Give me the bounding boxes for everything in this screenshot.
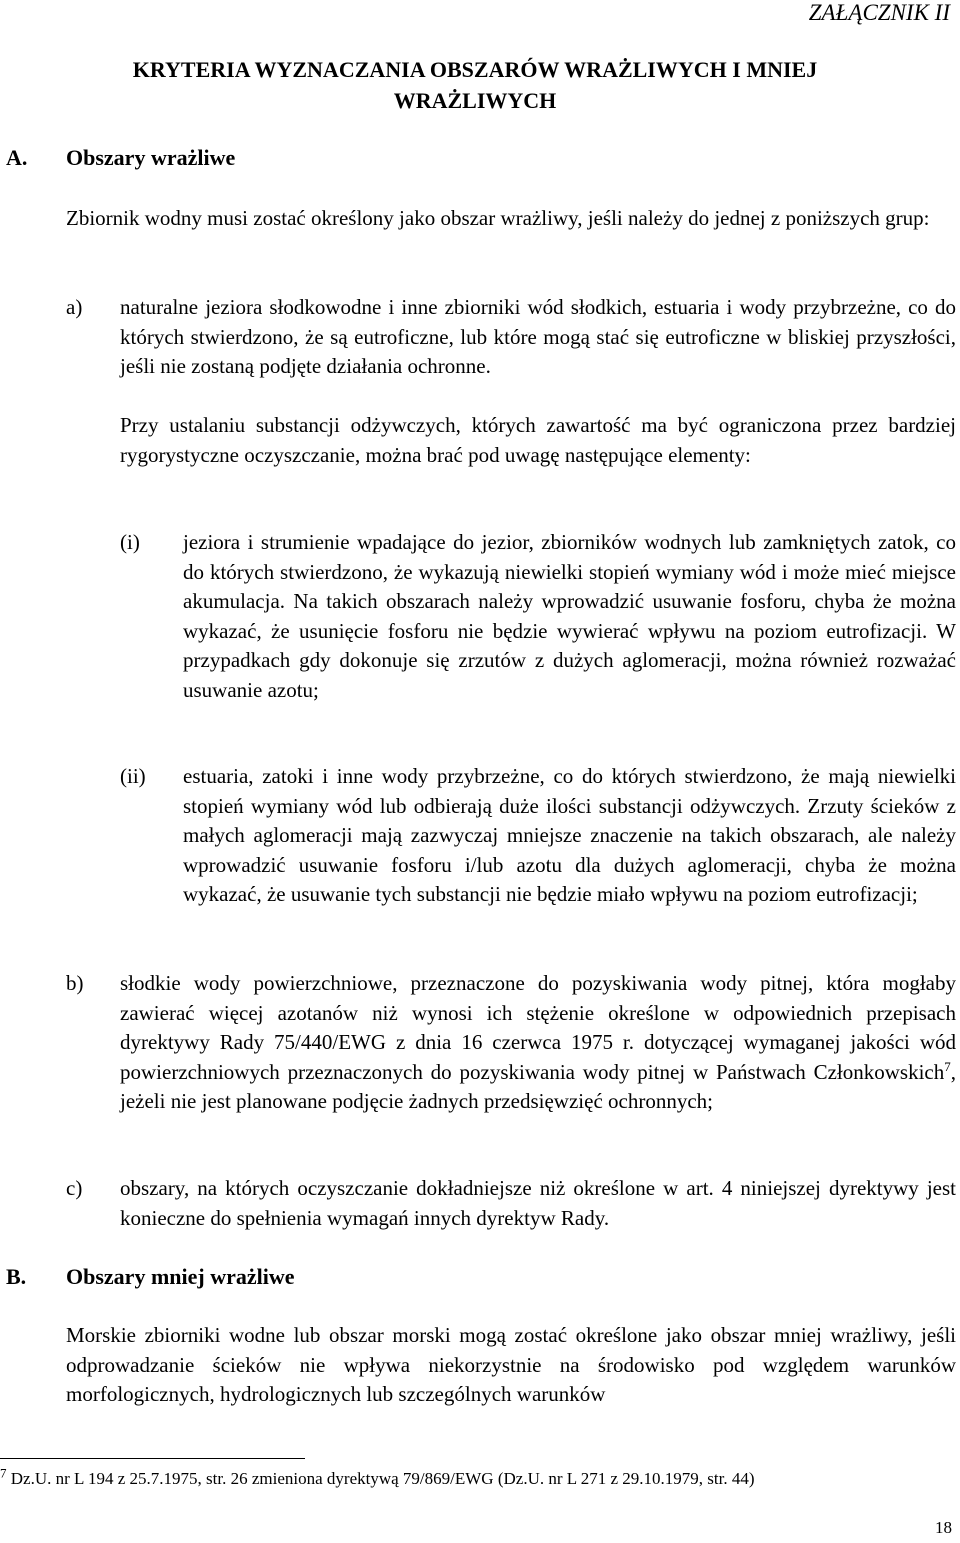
item-b-text-after: , jeżeli nie jest planowane podjęcie żadnych przedsięwzięć ochronnych; (120, 1059, 956, 1113)
section-b-title: Obszary mniej wrażliwe (66, 1264, 295, 1289)
annex-label: ZAŁĄCZNIK II (808, 0, 950, 25)
page-number: 18 (935, 1518, 952, 1537)
section-a-intro: Zbiornik wodny musi zostać określony jako obszar wrażliwy, jeśli należy do jednej z poniższych grup: (66, 206, 930, 230)
item-a-sub-intro: Przy ustalaniu substancji odżywczych, których zawartość ma być ograniczona przez bardziej rygorystyczne oczyszczanie, można brać pod uwagę następujące elementy: (120, 413, 956, 467)
item-c-text: obszary, na których oczyszczanie dokładniejsze niż określone w art. 4 niniejszej dyrektywy jest konieczne do spełnienia wymagań innych dyrektyw Rady. (120, 1176, 956, 1230)
item-b-text-before: słodkie wody powierzchniowe, przeznaczone do pozyskiwania wody pitnej, która mogłaby zawierać więcej azotanów niż wynosi ich stężenie określone w odpowiednich przepisach dyrektywy Rady 75/440/EWG z dnia 16 czerwca 1975 r. dotyczącej wymaganej jakości wód powierzchniowych przeznaczonych do pozyskiwania wody pitnej w Państwach Członkowskich (120, 971, 956, 1084)
title-line-1: KRYTERIA WYZNACZANIA OBSZARÓW WRAŻLIWYCH I MNIEJ (132, 57, 818, 82)
sub-i-marker: (i) (120, 530, 140, 554)
title-line-2: WRAŻLIWYCH (393, 88, 557, 113)
item-b-marker: b) (66, 971, 84, 995)
item-b-text (120, 969, 956, 1117)
document-title (60, 54, 890, 116)
item-a-marker: a) (66, 295, 83, 319)
footnote-ref: 7 (944, 1058, 951, 1074)
section-b-letter: B. (6, 1264, 27, 1289)
item-c-marker: c) (66, 1176, 83, 1200)
item-a-text: naturalne jeziora słodkowodne i inne zbiorniki wód słodkich, estuaria i wody przybrzeżne, co do których stwierdzono, że są eutroficzne, lub które mogą stać się eutroficzne w bliskiej przyszłości, jeśli nie zostaną podjęte działania ochronne. (120, 295, 956, 378)
section-b-text: Morskie zbiorniki wodne lub obszar morski mogą zostać określone jako obszar mniej wrażliwy, jeśli odprowadzanie ścieków nie wpływa niekorzystnie na środowisko pod względem warunków morfologicznych, hydrologicznych lub szczególnych warunków (66, 1323, 956, 1406)
section-a-title: Obszary wrażliwe (66, 145, 236, 170)
footnote-separator (0, 1458, 305, 1459)
section-a-letter: A. (6, 145, 28, 170)
sub-ii-text: estuaria, zatoki i inne wody przybrzeżne, co do których stwierdzono, że mają niewielki stopień wymiany wód lub odbierają duże ilości substancji odżywczych. Zrzuty ścieków z małych aglomeracji mają zazwyczaj mniejsze znaczenie na takich obszarach, ale należy wprowadzić usuwanie fosforu i/lub azotu dla dużych aglomeracji, chyba że można wykazać, że usuwanie tych substancji nie będzie miało wpływu na poziom eutrofizacji; (183, 764, 956, 906)
sub-ii-marker: (ii) (120, 764, 146, 788)
footnote (0, 1465, 950, 1490)
footnote-text: Dz.U. nr L 194 z 25.7.1975, str. 26 zmieniona dyrektywą 79/869/EWG (Dz.U. nr L 271 z 29.10.1979, str. 44) (10, 1469, 755, 1488)
sub-i-text: jeziora i strumienie wpadające do jezior, zbiorników wodnych lub zamkniętych zatok, co do których stwierdzono, że wykazują niewielki stopień wymiany wód i może mieć miejsce akumulacja. Na takich obszarach należy wprowadzić usuwanie fosforu, chyba że można wykazać, że usunięcie fosforu nie będzie wywierać wpływu na poziom eutrofizacji. W przypadkach gdy dokonuje się zrzutów z dużych aglomeracji, można również rozważać usuwanie azotu; (183, 530, 956, 702)
footnote-number: 7 (0, 1465, 7, 1481)
